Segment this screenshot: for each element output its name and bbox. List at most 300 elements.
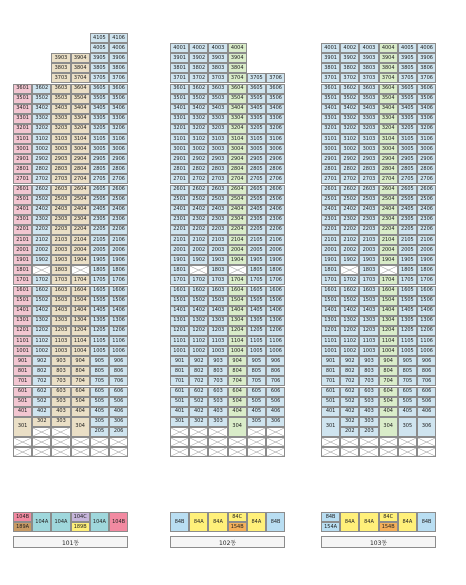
unit-cell: 3903 [208, 53, 227, 63]
unit-cell: 2904 [71, 154, 90, 164]
unit-cell: 1901 [170, 255, 189, 265]
unit-cell: 1502 [340, 296, 359, 306]
unit-cell: 2105 [398, 235, 417, 245]
unit-cell: 3204 [228, 124, 247, 134]
unit-cell: 3905 [90, 53, 109, 63]
unit-cell: 2403 [51, 205, 70, 215]
unit-cell: 1201 [321, 326, 340, 336]
unit-cell: 403 [359, 407, 378, 417]
unit-cell: 702 [32, 376, 51, 386]
unit-cell: 602 [340, 387, 359, 397]
unit-cell: 1606 [417, 286, 436, 296]
unit-cell: 405 [247, 407, 266, 417]
unit-cell: 1201 [170, 326, 189, 336]
unit-cell: 1905 [90, 255, 109, 265]
unit-cell: 3104 [71, 134, 90, 144]
unit-cell: 503 [51, 397, 70, 407]
unit-cell: 2503 [208, 195, 227, 205]
unit-cell: 4004 [228, 43, 247, 53]
unit-cell: 2803 [51, 164, 70, 174]
unit-cell: 1903 [359, 255, 378, 265]
unit-cell: 3601 [170, 84, 189, 94]
unit-cell: 303 [359, 417, 378, 427]
unit-cell: 3003 [359, 144, 378, 154]
unit-cell: 601 [170, 387, 189, 397]
unit-cell: 2704 [71, 174, 90, 184]
unit-cell: 1602 [189, 286, 208, 296]
unit-cell: 2004 [379, 245, 398, 255]
unit-cell: 2502 [189, 195, 208, 205]
unit-cell: 3306 [417, 114, 436, 124]
empty-unit-cell [109, 447, 128, 457]
unit-cell: 3506 [266, 94, 285, 104]
unit-cell: 2304 [228, 215, 247, 225]
unit-cell: 2902 [32, 154, 51, 164]
unit-cell: 2805 [90, 164, 109, 174]
unit-cell: 3202 [32, 124, 51, 134]
unit-cell: 3501 [170, 94, 189, 104]
unit-cell: 1605 [90, 286, 109, 296]
unit-cell: 1003 [359, 346, 378, 356]
unit-cell: 903 [208, 356, 227, 366]
unit-cell: 4001 [321, 43, 340, 53]
unit-cell: 3601 [13, 84, 32, 94]
unit-cell: 1504 [228, 296, 247, 306]
unit-cell: 3302 [189, 114, 208, 124]
empty-unit-cell [398, 437, 417, 447]
unit-cell: 2004 [71, 245, 90, 255]
unit-cell: 2601 [13, 185, 32, 195]
unit-cell: 402 [32, 407, 51, 417]
unit-cell: 2606 [109, 185, 128, 195]
unit-cell: 2206 [109, 225, 128, 235]
unit-cell: 2701 [13, 174, 32, 184]
unit-cell: 3806 [109, 63, 128, 73]
unit-cell: 2301 [170, 215, 189, 225]
unit-cell: 1702 [32, 275, 51, 285]
unit-cell: 302 [32, 417, 51, 427]
unit-cell: 3903 [51, 53, 70, 63]
unit-cell: 1301 [170, 316, 189, 326]
unit-cell: 901 [170, 356, 189, 366]
unit-cell: 3504 [379, 94, 398, 104]
unit-cell: 1702 [189, 275, 208, 285]
unit-cell: 706 [266, 376, 285, 386]
unit-cell: 1704 [379, 275, 398, 285]
unit-cell: 1102 [32, 336, 51, 346]
unit-cell: 1604 [228, 286, 247, 296]
legend-cell: 154A [321, 522, 340, 532]
empty-unit-cell [51, 437, 70, 447]
unit-cell: 706 [109, 376, 128, 386]
unit-cell: 505 [90, 397, 109, 407]
unit-cell: 3602 [189, 84, 208, 94]
empty-unit-cell [228, 447, 247, 457]
unit-cell: 1404 [71, 306, 90, 316]
unit-cell: 2005 [90, 245, 109, 255]
unit-cell: 3804 [71, 63, 90, 73]
unit-cell: 3703 [359, 73, 378, 83]
unit-cell: 1501 [13, 296, 32, 306]
unit-cell: 1002 [32, 346, 51, 356]
unit-cell: 2701 [321, 174, 340, 184]
empty-unit-cell [228, 437, 247, 447]
unit-cell: 2001 [170, 245, 189, 255]
unit-cell: 3904 [379, 53, 398, 63]
unit-cell: 1706 [109, 275, 128, 285]
unit-cell: 1305 [90, 316, 109, 326]
unit-cell: 301 [13, 417, 32, 437]
unit-cell: 2206 [417, 225, 436, 235]
unit-cell: 3706 [266, 73, 285, 83]
unit-cell: 1305 [398, 316, 417, 326]
unit-cell: 2406 [417, 205, 436, 215]
unit-cell: 1806 [417, 265, 436, 275]
unit-cell: 1501 [321, 296, 340, 306]
unit-cell: 604 [71, 387, 90, 397]
unit-cell: 2302 [340, 215, 359, 225]
unit-cell: 2602 [32, 185, 51, 195]
unit-cell: 1306 [266, 316, 285, 326]
unit-cell: 3402 [32, 104, 51, 114]
unit-cell: 1605 [247, 286, 266, 296]
unit-cell: 2804 [71, 164, 90, 174]
unit-cell: 2305 [90, 215, 109, 225]
unit-cell: 1606 [266, 286, 285, 296]
unit-cell: 3503 [208, 94, 227, 104]
unit-cell: 1601 [170, 286, 189, 296]
unit-cell: 1203 [208, 326, 227, 336]
unit-cell: 2305 [247, 215, 266, 225]
unit-cell: 2304 [71, 215, 90, 225]
unit-cell: 1306 [417, 316, 436, 326]
unit-cell: 4106 [109, 33, 128, 43]
unit-cell: 3301 [321, 114, 340, 124]
unit-cell: 2503 [359, 195, 378, 205]
unit-cell: 2105 [90, 235, 109, 245]
legend-cell: 104A [90, 512, 109, 532]
unit-cell: 2106 [266, 235, 285, 245]
unit-cell: 1702 [340, 275, 359, 285]
unit-cell: 1902 [340, 255, 359, 265]
unit-cell: 1505 [247, 296, 266, 306]
unit-cell: 601 [321, 387, 340, 397]
unit-cell: 3305 [398, 114, 417, 124]
unit-cell: 3006 [266, 144, 285, 154]
unit-cell: 2502 [340, 195, 359, 205]
unit-cell: 2802 [189, 164, 208, 174]
unit-cell: 905 [247, 356, 266, 366]
unit-cell: 2602 [340, 185, 359, 195]
empty-unit-cell [266, 437, 285, 447]
unit-cell: 1101 [321, 336, 340, 346]
unit-cell: 2704 [228, 174, 247, 184]
unit-cell: 402 [340, 407, 359, 417]
unit-cell: 3106 [266, 134, 285, 144]
unit-cell: 3603 [208, 84, 227, 94]
unit-cell: 605 [247, 387, 266, 397]
unit-cell: 1705 [398, 275, 417, 285]
unit-cell: 3404 [228, 104, 247, 114]
unit-cell: 906 [266, 356, 285, 366]
unit-cell: 3505 [398, 94, 417, 104]
unit-cell: 2301 [321, 215, 340, 225]
empty-unit-cell [90, 437, 109, 447]
unit-cell: 603 [208, 387, 227, 397]
unit-cell: 803 [208, 366, 227, 376]
unit-cell: 703 [51, 376, 70, 386]
unit-cell: 806 [109, 366, 128, 376]
unit-cell: 2804 [228, 164, 247, 174]
unit-cell: 1605 [398, 286, 417, 296]
unit-cell: 1304 [228, 316, 247, 326]
unit-cell: 3102 [340, 134, 359, 144]
unit-cell: 3202 [340, 124, 359, 134]
unit-cell: 3001 [321, 144, 340, 154]
unit-cell: 903 [51, 356, 70, 366]
empty-unit-cell [379, 437, 398, 447]
unit-cell: 1005 [247, 346, 266, 356]
unit-cell: 905 [398, 356, 417, 366]
unit-cell: 706 [417, 376, 436, 386]
unit-cell: 2905 [398, 154, 417, 164]
unit-cell: 2604 [228, 185, 247, 195]
unit-cell: 1906 [109, 255, 128, 265]
unit-cell: 2303 [51, 215, 70, 225]
empty-unit-cell [417, 447, 436, 457]
unit-cell: 3706 [417, 73, 436, 83]
unit-cell: 1703 [208, 275, 227, 285]
unit-cell: 1903 [208, 255, 227, 265]
unit-cell: 2705 [398, 174, 417, 184]
unit-cell: 2406 [266, 205, 285, 215]
unit-cell: 3604 [379, 84, 398, 94]
unit-cell: 905 [90, 356, 109, 366]
unit-cell: 2303 [208, 215, 227, 225]
unit-cell: 1401 [13, 306, 32, 316]
unit-cell: 2201 [170, 225, 189, 235]
unit-cell: 3502 [32, 94, 51, 104]
unit-cell: 2101 [170, 235, 189, 245]
unit-cell: 902 [32, 356, 51, 366]
unit-cell: 1803 [51, 265, 70, 275]
unit-cell: 3405 [90, 104, 109, 114]
unit-cell: 2601 [170, 185, 189, 195]
unit-cell: 2501 [321, 195, 340, 205]
unit-cell: 2506 [109, 195, 128, 205]
unit-cell: 3204 [379, 124, 398, 134]
unit-cell: 2202 [32, 225, 51, 235]
unit-cell: 2603 [51, 185, 70, 195]
unit-cell: 1504 [379, 296, 398, 306]
unit-cell: 3705 [90, 73, 109, 83]
unit-cell: 602 [32, 387, 51, 397]
unit-cell: 3805 [90, 63, 109, 73]
empty-unit-cell [189, 447, 208, 457]
unit-cell: 303 [51, 417, 70, 427]
unit-cell: 3305 [247, 114, 266, 124]
empty-unit-cell [398, 447, 417, 457]
unit-cell: 1205 [398, 326, 417, 336]
unit-cell: 2001 [321, 245, 340, 255]
unit-cell: 1005 [90, 346, 109, 356]
unit-cell: 1106 [266, 336, 285, 346]
unit-cell: 3704 [71, 73, 90, 83]
unit-cell: 2202 [340, 225, 359, 235]
unit-cell: 1601 [13, 286, 32, 296]
unit-cell: 1503 [51, 296, 70, 306]
unit-cell: 1701 [13, 275, 32, 285]
unit-cell: 1202 [189, 326, 208, 336]
unit-cell: 505 [398, 397, 417, 407]
unit-cell: 2402 [340, 205, 359, 215]
unit-cell: 3402 [189, 104, 208, 114]
unit-cell: 3201 [13, 124, 32, 134]
unit-cell: 3101 [321, 134, 340, 144]
unit-cell: 902 [340, 356, 359, 366]
unit-cell: 3403 [359, 104, 378, 114]
unit-cell: 1906 [266, 255, 285, 265]
unit-cell: 1304 [379, 316, 398, 326]
unit-cell: 2702 [189, 174, 208, 184]
unit-cell: 1303 [51, 316, 70, 326]
unit-cell: 1105 [247, 336, 266, 346]
unit-cell: 2505 [247, 195, 266, 205]
unit-cell: 1106 [109, 336, 128, 346]
unit-cell: 1901 [13, 255, 32, 265]
unit-cell: 2203 [51, 225, 70, 235]
unit-cell: 1706 [266, 275, 285, 285]
unit-cell: 3102 [32, 134, 51, 144]
unit-cell: 1103 [51, 336, 70, 346]
unit-cell: 2402 [189, 205, 208, 215]
unit-cell: 1403 [359, 306, 378, 316]
unit-cell: 2302 [189, 215, 208, 225]
unit-cell: 405 [398, 407, 417, 417]
unit-cell: 2201 [321, 225, 340, 235]
unit-cell: 1101 [13, 336, 32, 346]
unit-cell: 4105 [90, 33, 109, 43]
unit-cell: 302 [340, 417, 359, 427]
empty-unit-cell [266, 427, 285, 437]
legend-cell: 189A [13, 522, 32, 532]
unit-cell: 603 [51, 387, 70, 397]
empty-unit-cell [170, 437, 189, 447]
unit-cell: 501 [13, 397, 32, 407]
unit-cell: 1503 [359, 296, 378, 306]
unit-cell: 3803 [359, 63, 378, 73]
unit-cell: 2504 [379, 195, 398, 205]
unit-cell: 2906 [417, 154, 436, 164]
unit-cell: 1401 [321, 306, 340, 316]
unit-cell: 3201 [321, 124, 340, 134]
unit-cell: 301 [321, 417, 340, 437]
unit-cell: 3902 [340, 53, 359, 63]
unit-cell: 2904 [228, 154, 247, 164]
empty-unit-cell [208, 437, 227, 447]
unit-cell: 2503 [51, 195, 70, 205]
unit-cell: 3206 [266, 124, 285, 134]
legend-cell: 84B [321, 512, 340, 522]
unit-cell: 3304 [379, 114, 398, 124]
unit-cell: 3701 [321, 73, 340, 83]
unit-cell: 2104 [379, 235, 398, 245]
unit-cell: 902 [189, 356, 208, 366]
unit-cell: 1904 [71, 255, 90, 265]
unit-cell: 3203 [208, 124, 227, 134]
unit-cell: 2404 [379, 205, 398, 215]
unit-cell: 1003 [208, 346, 227, 356]
unit-cell: 2803 [208, 164, 227, 174]
unit-cell: 3403 [51, 104, 70, 114]
unit-cell: 805 [90, 366, 109, 376]
unit-cell: 1402 [340, 306, 359, 316]
unit-cell: 3101 [13, 134, 32, 144]
unit-cell: 406 [109, 407, 128, 417]
empty-unit-cell [32, 427, 51, 437]
unit-cell: 1705 [90, 275, 109, 285]
unit-cell: 3406 [417, 104, 436, 114]
unit-cell: 1202 [32, 326, 51, 336]
unit-cell: 2101 [13, 235, 32, 245]
unit-cell: 401 [13, 407, 32, 417]
unit-cell: 1904 [228, 255, 247, 265]
unit-cell: 3506 [109, 94, 128, 104]
unit-cell: 403 [51, 407, 70, 417]
unit-cell: 2205 [90, 225, 109, 235]
unit-cell: 2306 [266, 215, 285, 225]
unit-cell: 1805 [247, 265, 266, 275]
unit-cell: 1205 [90, 326, 109, 336]
unit-cell: 202 [340, 427, 359, 437]
unit-cell: 703 [208, 376, 227, 386]
unit-cell: 2005 [247, 245, 266, 255]
unit-cell: 504 [71, 397, 90, 407]
unit-cell: 2504 [228, 195, 247, 205]
unit-cell: 4005 [398, 43, 417, 53]
unit-cell: 2604 [71, 185, 90, 195]
building-label-102: 102동 [170, 536, 285, 548]
unit-cell: 406 [266, 407, 285, 417]
unit-cell: 1404 [379, 306, 398, 316]
unit-cell: 2903 [208, 154, 227, 164]
empty-unit-cell [247, 437, 266, 447]
unit-cell: 2403 [208, 205, 227, 215]
empty-unit-cell [51, 427, 70, 437]
unit-cell: 3703 [51, 73, 70, 83]
unit-cell: 2703 [208, 174, 227, 184]
unit-cell: 1506 [417, 296, 436, 306]
legend-cell: 84A [189, 512, 208, 532]
unit-cell: 2603 [208, 185, 227, 195]
unit-cell: 3406 [109, 104, 128, 114]
unit-cell: 503 [208, 397, 227, 407]
unit-cell: 2105 [247, 235, 266, 245]
unit-cell: 1403 [51, 306, 70, 316]
unit-cell: 3903 [359, 53, 378, 63]
unit-cell: 1602 [32, 286, 51, 296]
unit-cell: 1203 [359, 326, 378, 336]
building-label-101: 101동 [13, 536, 128, 548]
unit-cell: 1006 [109, 346, 128, 356]
unit-cell: 1306 [109, 316, 128, 326]
unit-cell: 2005 [398, 245, 417, 255]
unit-cell: 2901 [13, 154, 32, 164]
unit-cell: 1504 [71, 296, 90, 306]
unit-cell: 4001 [170, 43, 189, 53]
unit-cell: 2102 [32, 235, 51, 245]
empty-unit-cell [32, 437, 51, 447]
